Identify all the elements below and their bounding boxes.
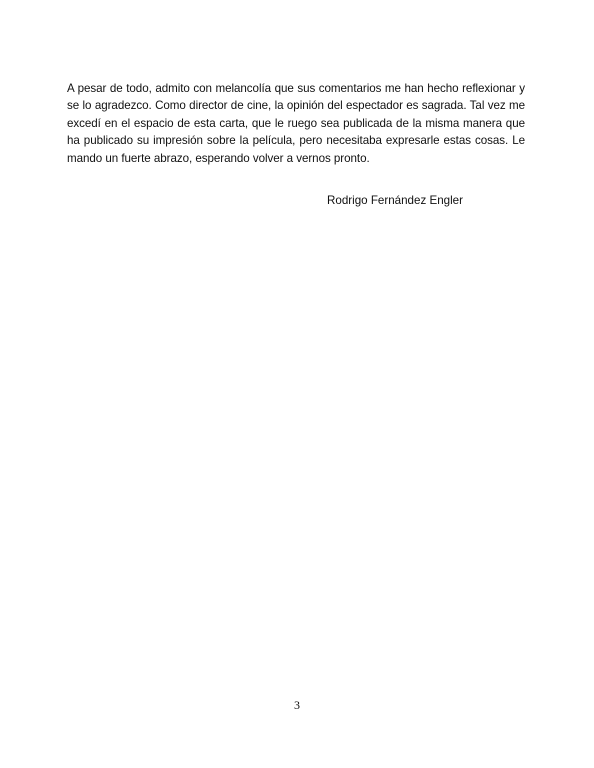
page-number: 3 (294, 698, 300, 712)
letter-closing-paragraph: A pesar de todo, admito con melancolía que sus comentarios me han hecho reflexionar y se lo agradezco. Como director de cine, la opinión del espectador es sagrada. Tal vez me excedí en el espacio de esta carta, que le ruego sea publicada de la misma manera que ha publicado su impresión sobre la película, pero necesitaba expresarle estas cosas. Le mando un fuerte abrazo, esperando volver a vernos pronto. (67, 82, 525, 165)
author-signature: Rodrigo Fernández Engler (327, 194, 463, 207)
